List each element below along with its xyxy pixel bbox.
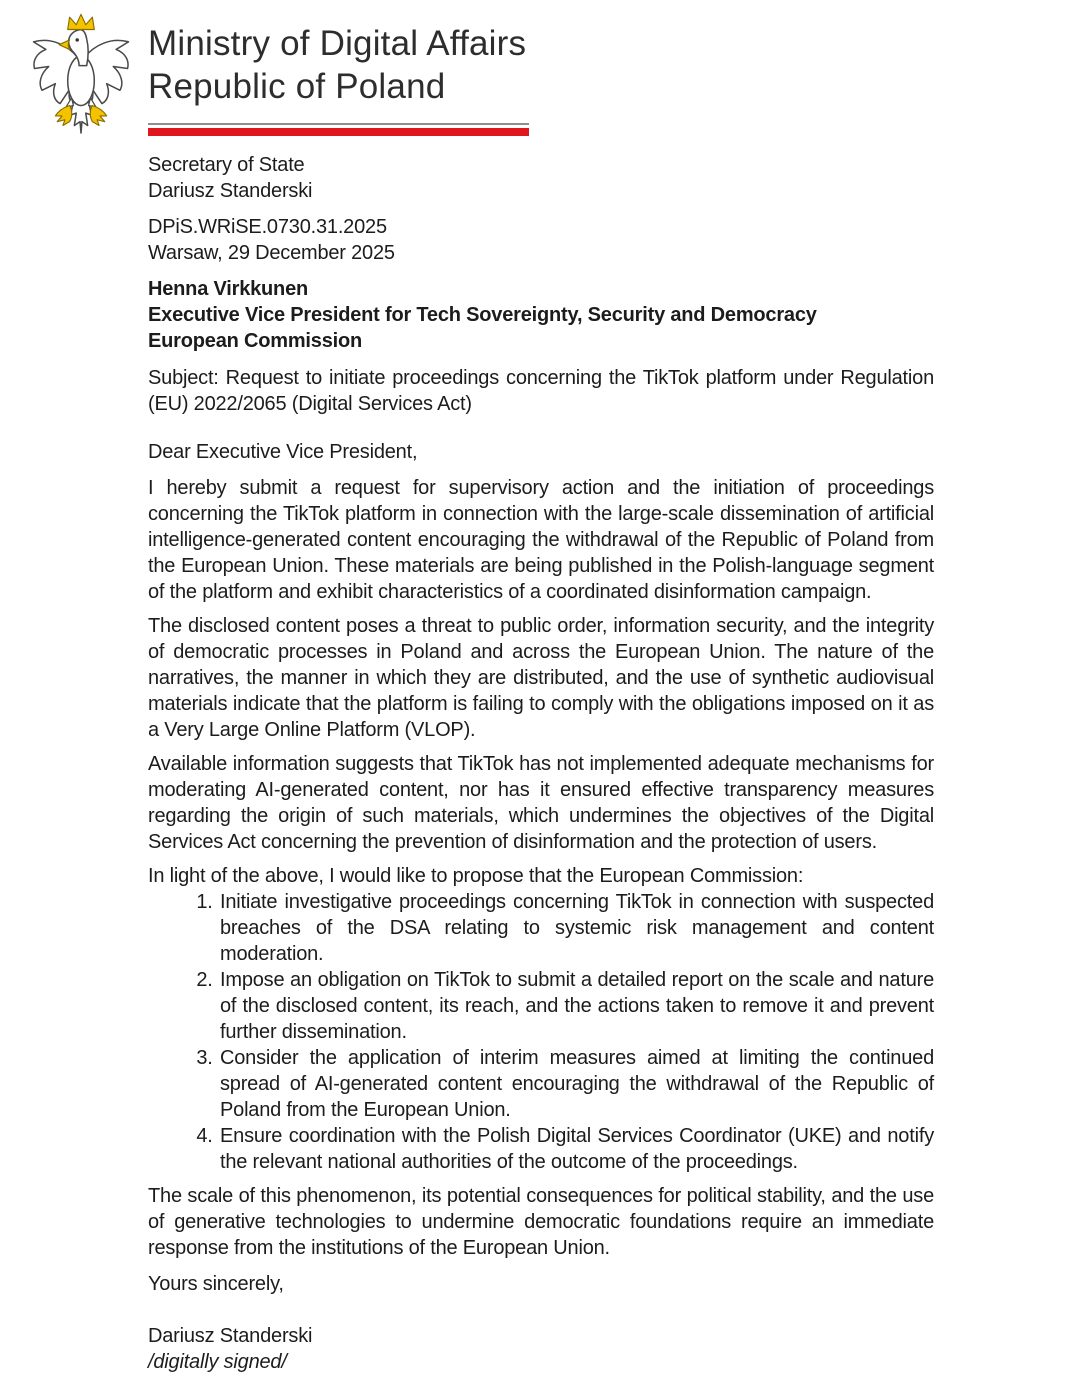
body-paragraph: Available information suggests that TikTok has not implemented adequate mechanisms for moderating AI-generated content, nor has it ensured effective transparency measures regarding the origin of such materials, which undermines the objectives of the Digital Services Act concerning the prevention of disinformation and the protection of users. [148, 753, 934, 853]
body-paragraph: The disclosed content poses a threat to public order, information security, and the integrity of democratic processes in Poland and across the European Union. The nature of the narratives, the manner in which they are distributed, and the use of synthetic audiovisual materials indicate that the platform is failing to comply with the obligations imposed on it as a Very Large Online Platform (VLOP). [148, 615, 934, 741]
ministry-title-line2: Republic of Poland [148, 67, 446, 106]
body-paragraph: I hereby submit a request for supervisory action and the initiation of proceedings concerning the TikTok platform in connection with the large-scale dissemination of artificial intelligence-generated content encouraging the withdrawal of the Republic of Poland from the European Union. These materials are being published in the Polish-language segment of the platform and exhibit characteristics of a coordinated disinformation campaign. [148, 477, 934, 603]
subject-line: Subject: Request to initiate proceedings concerning the TikTok platform under Regulation (EU) 2022/2065 (Digital Services Act) [148, 367, 934, 415]
sender-name: Dariusz Standerski [148, 180, 313, 202]
closing-paragraph: The scale of this phenomenon, its potential consequences for political stability, and the use of generative technologies to undermine democratic foundations require an immediate response from the institutions of the European Union. [148, 1185, 934, 1259]
polish-eagle-emblem-icon [24, 10, 138, 144]
red-rule [148, 128, 529, 136]
salutation: Dear Executive Vice President, [148, 441, 418, 463]
reference-block [148, 214, 934, 266]
reference-place-date: Warsaw, 29 December 2025 [148, 242, 395, 264]
letterhead [0, 0, 1080, 148]
letterhead-rules [148, 123, 529, 136]
recipient-title: Executive Vice President for Tech Sovereignty, Security and Democracy [148, 304, 817, 326]
letter-body-column [148, 148, 934, 1375]
proposal-item: 4. Ensure coordination with the Polish Digital Services Coordinator (UKE) and notify the relevant national authorities of the outcome of the proceedings. [218, 1123, 934, 1175]
sender-title: Secretary of State [148, 154, 305, 176]
recipient-name: Henna Virkkunen [148, 278, 309, 300]
recipient-organization: European Commission [148, 330, 363, 352]
ministry-title-line1: Ministry of Digital Affairs [148, 24, 527, 63]
signature-name: Dariusz Standerski [148, 1325, 313, 1347]
sender-block [148, 152, 934, 204]
proposal-item: 3. Consider the application of interim measures aimed at limiting the continued spread of AI-generated content encouraging the withdrawal of the Republic of Poland from the European Union. [218, 1045, 934, 1123]
proposal-list [148, 889, 934, 1175]
proposal-item: 1. Initiate investigative proceedings concerning TikTok in connection with suspected breaches of the DSA relating to systemic risk management and content moderation. [218, 889, 934, 967]
signature-note: /digitally signed/ [148, 1351, 287, 1373]
body-paragraphs [148, 475, 934, 855]
recipient-block [148, 276, 934, 354]
valediction: Yours sincerely, [148, 1273, 284, 1295]
proposal-intro: In light of the above, I would like to propose that the European Commission: [148, 865, 804, 887]
signature-block [148, 1323, 934, 1375]
ministry-title [148, 22, 526, 108]
proposal-item: 2. Impose an obligation on TikTok to submit a detailed report on the scale and nature of the disclosed content, its reach, and the actions taken to remove it and prevent further dissemination. [218, 967, 934, 1045]
reference-number: DPiS.WRiSE.0730.31.2025 [148, 216, 387, 238]
gray-rule [148, 123, 529, 125]
